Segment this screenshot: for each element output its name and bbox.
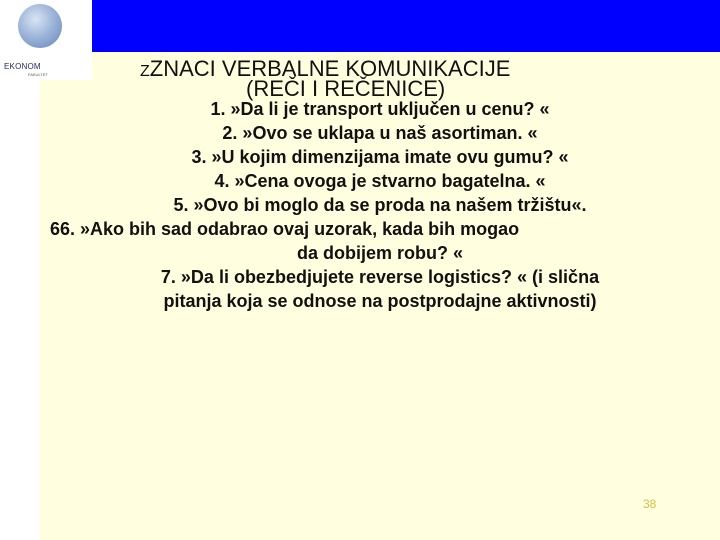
header-band <box>92 0 720 52</box>
example-list <box>40 97 720 313</box>
list-item: 1. »Da li je transport uključen u cenu? « <box>210 99 550 119</box>
list-item: 3. »U kojim dimenzijama imate ovu gumu? « <box>191 147 569 167</box>
slide-subtitle: (REČI I REČENICE) <box>246 76 446 101</box>
list-item: 66. »Ako bih sad odabrao ovaj uzorak, kada bih mogao <box>50 219 520 239</box>
list-item: 7. »Da li obezbedjujete reverse logistics? « (i slična <box>160 267 600 287</box>
title-prefix: Z <box>140 63 150 80</box>
logo-text: EKONOM <box>4 62 41 71</box>
list-item: pitanja koja se odnose na postprodajne aktivnosti) <box>163 291 597 311</box>
list-item: 5. »Ovo bi moglo da se proda na našem tržištu«. <box>173 195 587 215</box>
list-item: 4. »Cena ovoga je stvarno bagatelna. « <box>214 171 546 191</box>
logo-emblem-icon <box>18 4 62 48</box>
list-item: 2. »Ovo se uklapa u naš asortiman. « <box>222 123 538 143</box>
logo <box>0 0 92 80</box>
page-number: 38 <box>643 497 657 511</box>
logo-subtext: FAKULTET <box>28 72 48 77</box>
list-item: da dobijem robu? « <box>296 243 463 263</box>
title-main: ZNACI VERBALNE KOMUNIKACIJE <box>149 56 511 81</box>
